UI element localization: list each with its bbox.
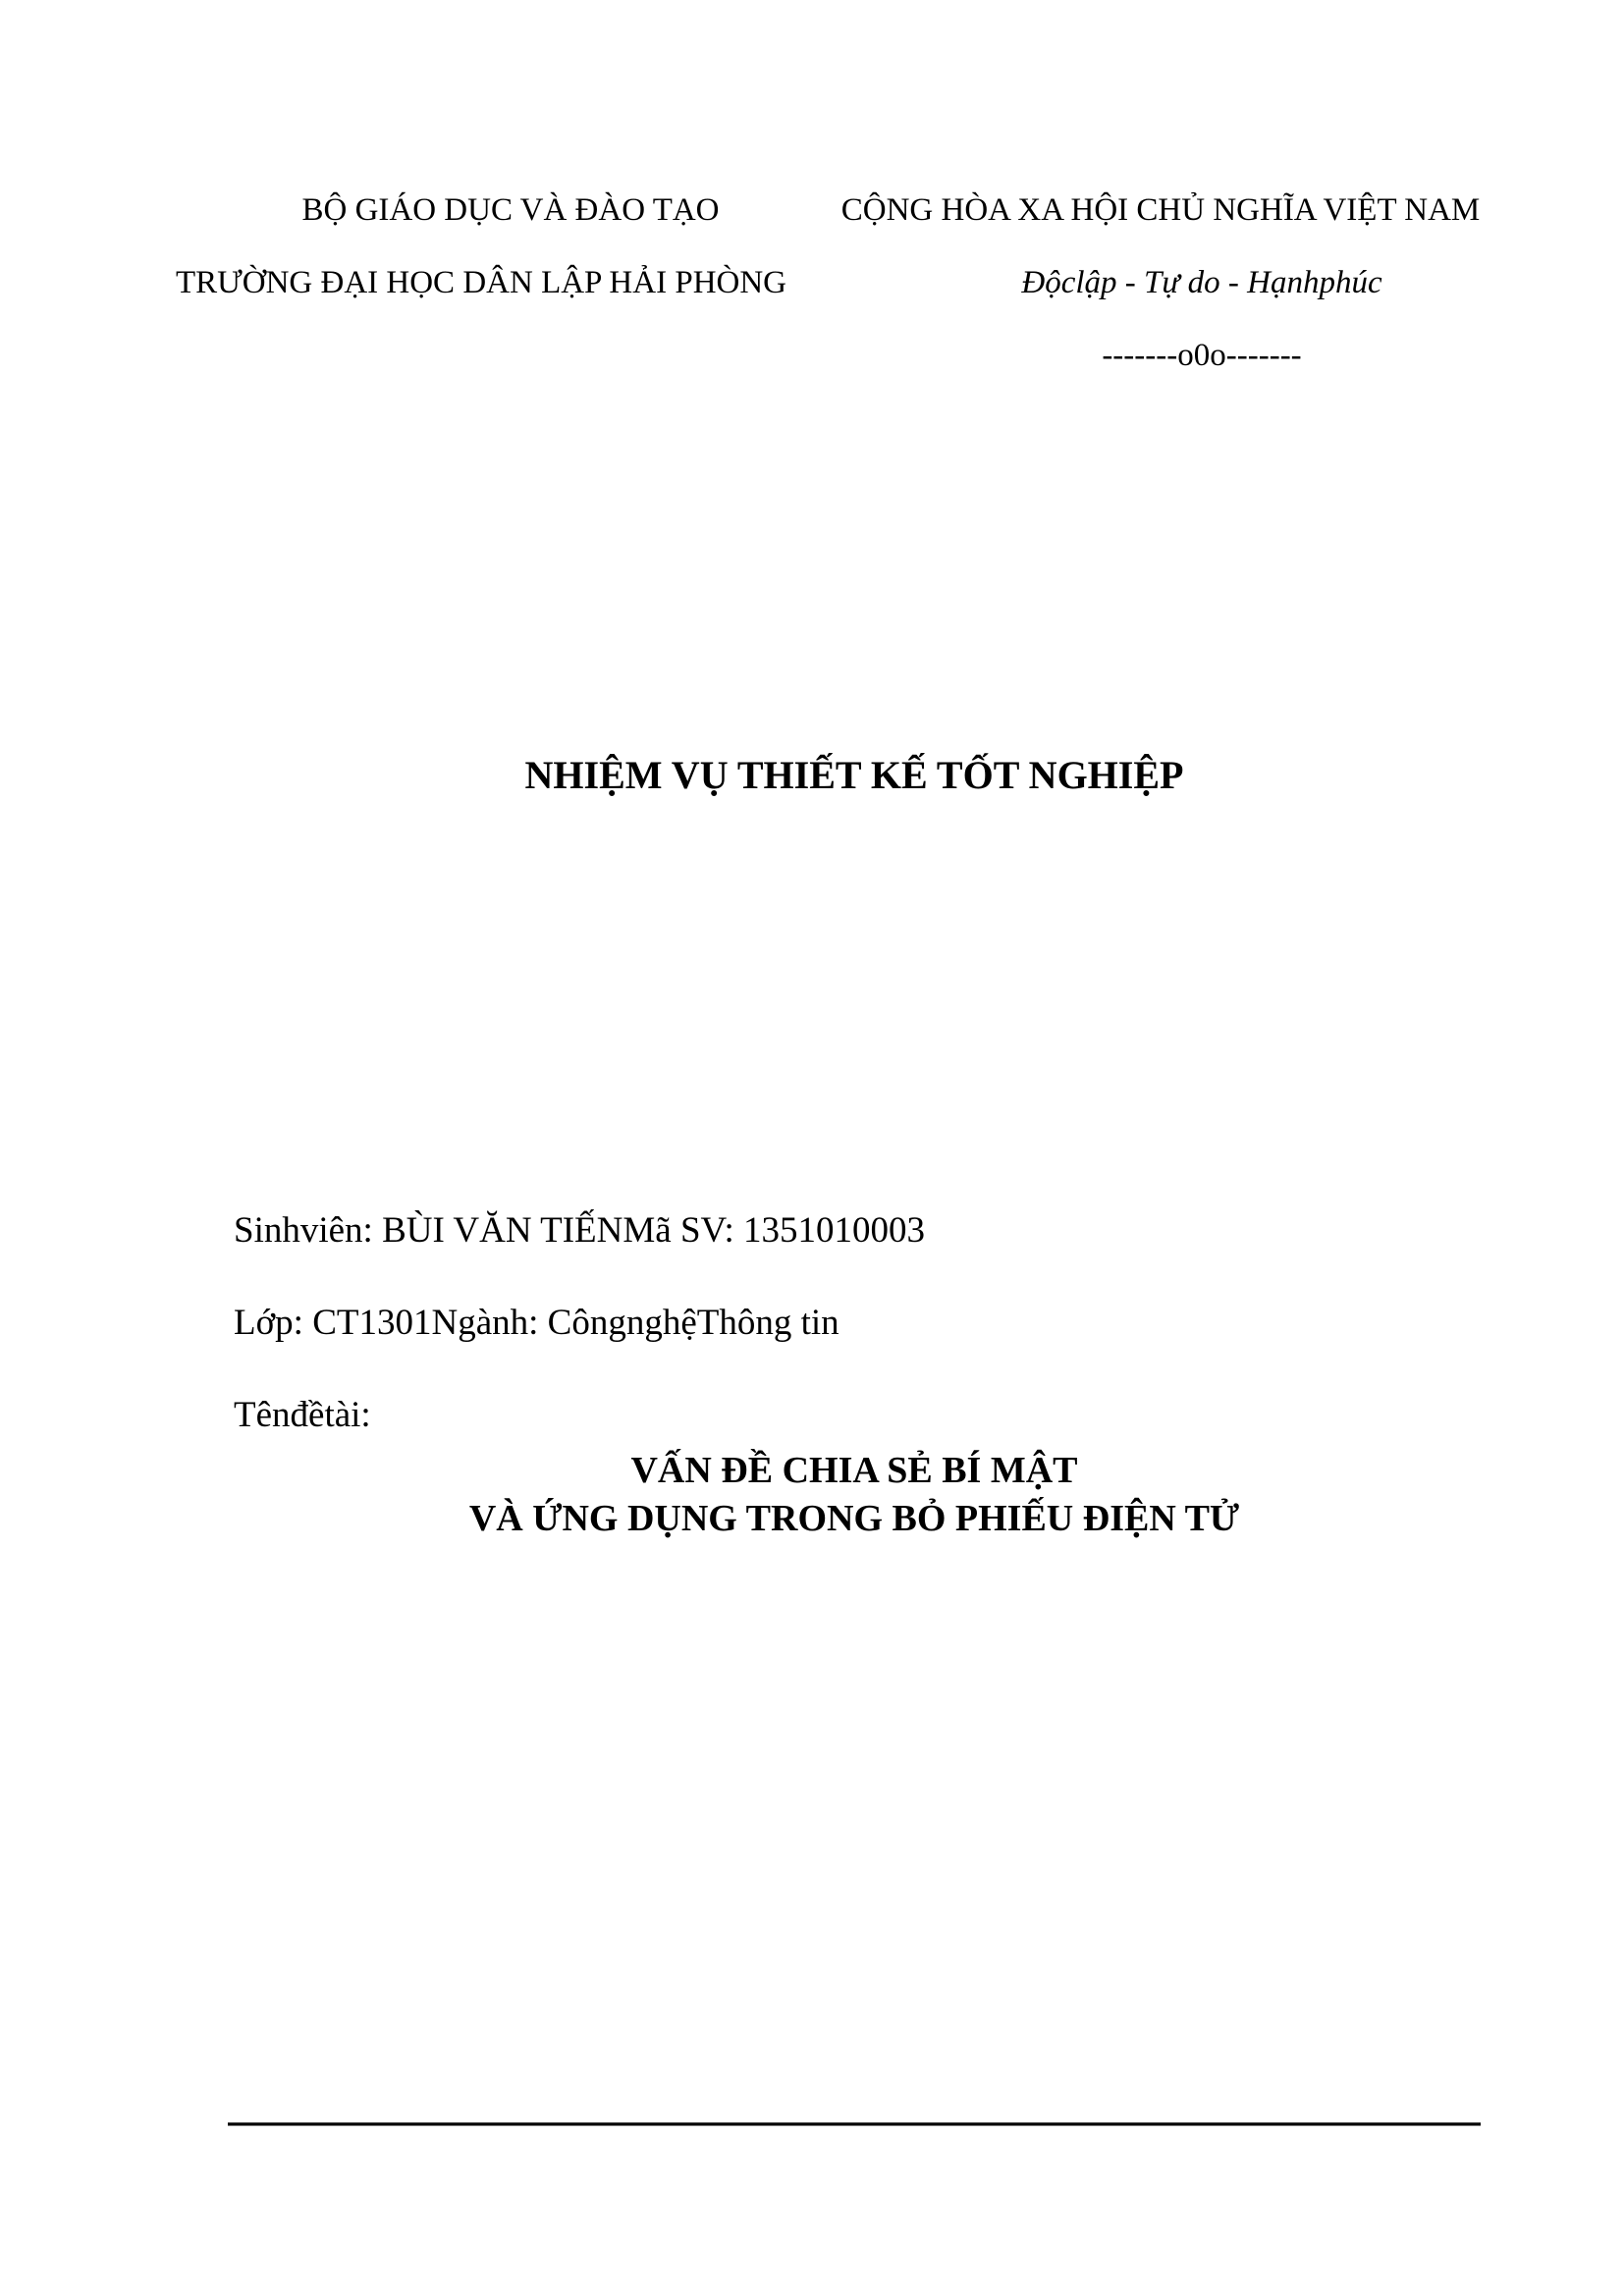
topic-title-line2: VÀ ỨNG DỤNG TRONG BỎ PHIẾU ĐIỆN TỬ xyxy=(468,1498,1240,1539)
ministry-name: BỘ GIÁO DỤC VÀ ĐÀO TẠO xyxy=(301,192,720,228)
header-separator xyxy=(1102,336,1301,375)
university-name: TRƯỜNG ĐẠI HỌC DÂN LẬP HẢI PHÒNG xyxy=(175,265,787,300)
footer-rule xyxy=(228,2122,1481,2126)
document-title: NHIỆM VỤ THIẾT KẾ TỐT NGHIỆP xyxy=(524,753,1184,797)
topic-label: Tênđềtài: xyxy=(234,1395,371,1435)
header-separator-text: -------o0o------- xyxy=(1102,338,1302,373)
class-major-info: Lớp: CT1301Ngành: CôngnghệThông tin xyxy=(234,1303,839,1343)
topic-title-line1: VẤN ĐỀ CHIA SẺ BÍ MẬT xyxy=(630,1450,1078,1491)
national-title: CỘNG HÒA XA HỘI CHỦ NGHĨA VIỆT NAM xyxy=(840,192,1481,228)
national-motto: Độclập - Tự do - Hạnhphúc xyxy=(1021,265,1382,300)
student-info: Sinhviên: BÙI VĂN TIẾNMã SV: 1351010003 xyxy=(234,1210,926,1251)
